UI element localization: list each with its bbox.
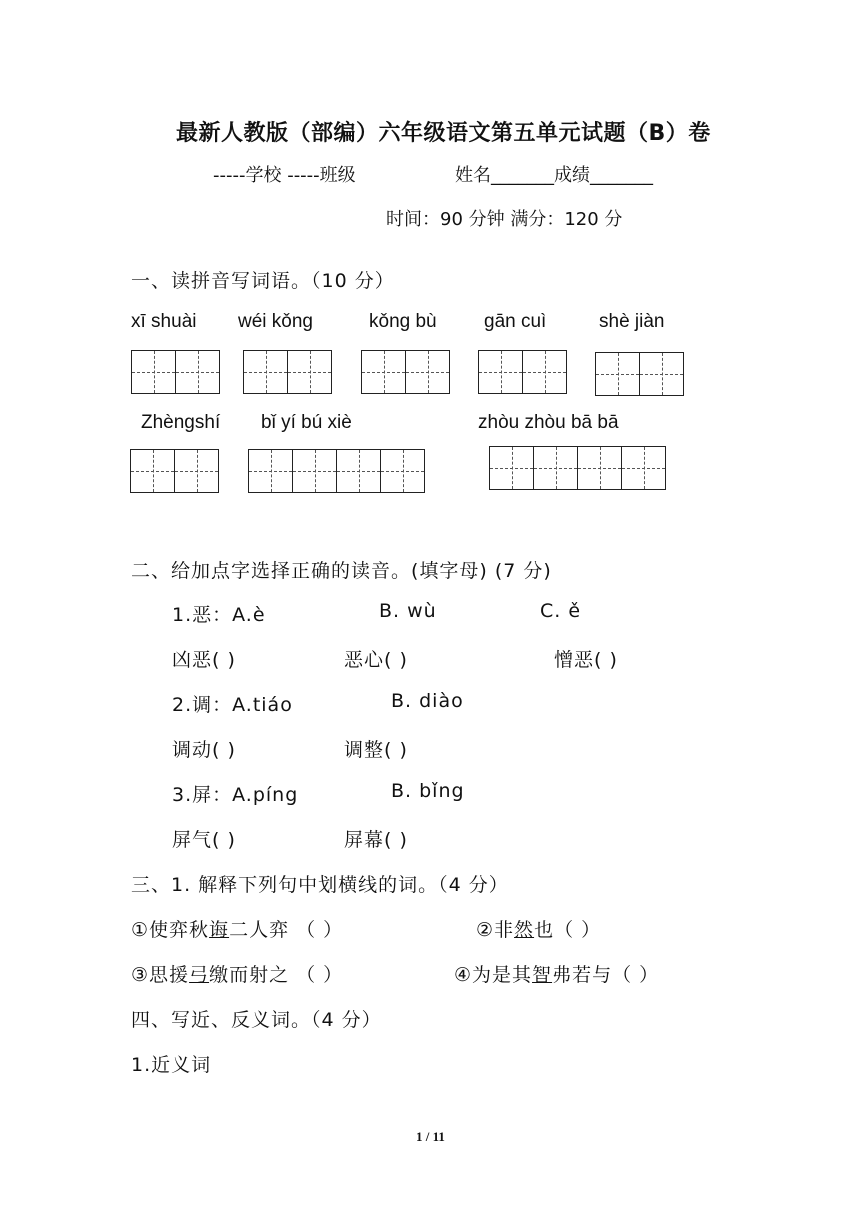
answer-grid-1[interactable] (131, 350, 220, 394)
pinyin-1: xī shuài (131, 311, 197, 332)
q1-head: 1.恶：A.è (172, 604, 266, 626)
page-number: 1 / 11 (416, 1129, 445, 1144)
q2-word-2[interactable]: 调整( ) (344, 739, 408, 761)
q1-word-3[interactable]: 憎恶( ) (554, 649, 618, 671)
section2-title: 二、给加点字选择正确的读音。(填字母) (7 分) (131, 560, 552, 582)
answer-grid-6[interactable] (130, 449, 219, 493)
pinyin-7: bǐ yí bú xiè (261, 412, 352, 433)
s3-item2-pre: ②非 (476, 919, 515, 941)
school-class-line: -----学校 -----班级 (213, 165, 356, 186)
name-score-line: 姓名_______成绩_______ (455, 165, 653, 186)
pinyin-6: Zhèngshí (141, 412, 221, 433)
q3-head: 3.屏：A.píng (172, 784, 299, 806)
q1-word-1[interactable]: 凶恶( ) (172, 649, 236, 671)
section4-title: 四、写近、反义词。（4 分） (131, 1009, 382, 1031)
q2-word-1[interactable]: 调动( ) (172, 739, 236, 761)
s3-item-2[interactable] (476, 915, 601, 942)
pinyin-5: shè jiàn (599, 311, 665, 332)
q3-word-1[interactable]: 屏气( ) (172, 829, 236, 851)
section3-title: 三、1. 解释下列句中划横线的词。（4 分） (131, 874, 509, 896)
section4-sub1: 1.近义词 (131, 1054, 212, 1076)
s3-item3-underlined: 弓 (189, 964, 210, 986)
answer-grid-4[interactable] (478, 350, 567, 394)
s3-item2-underlined: 然 (514, 919, 535, 941)
q1-option-c: C. ě (540, 600, 582, 622)
page-title: 最新人教版（部编）六年级语文第五单元试题（B）卷 (176, 121, 711, 146)
s3-item4-post: 弗若与（ ） (552, 964, 660, 986)
s3-item-1[interactable] (131, 915, 343, 942)
q2-option-b: B. diào (391, 690, 464, 712)
time-score-info: 时间：90 分钟 满分：120 分 (386, 209, 623, 230)
section1-title: 一、读拼音写词语。（10 分） (131, 270, 395, 292)
answer-grid-7[interactable] (248, 449, 425, 493)
q3-option-b: B. bǐng (391, 780, 465, 802)
pinyin-8: zhòu zhòu bā bā (478, 412, 619, 433)
s3-item1-pre: ①使弈秋 (131, 919, 210, 941)
q2-head: 2.调：A.tiáo (172, 694, 293, 716)
pinyin-4: gān cuì (484, 311, 547, 332)
answer-grid-3[interactable] (361, 350, 450, 394)
answer-grid-2[interactable] (243, 350, 332, 394)
s3-item3-post: 缴而射之 （ ） (209, 964, 344, 986)
pinyin-2: wéi kǒng (238, 311, 313, 332)
s3-item1-underlined: 诲 (209, 919, 230, 941)
s3-item-4[interactable] (454, 960, 659, 987)
answer-grid-5[interactable] (595, 352, 684, 396)
s3-item4-pre: ④为是其 (454, 964, 533, 986)
q1-word-2[interactable]: 恶心( ) (344, 649, 408, 671)
s3-item4-underlined: 智 (532, 964, 553, 986)
answer-grid-8[interactable] (489, 446, 666, 490)
s3-item3-pre: ③思援 (131, 964, 190, 986)
q3-word-2[interactable]: 屏幕( ) (344, 829, 408, 851)
q1-option-b: B. wù (379, 600, 437, 622)
pinyin-3: kǒng bù (369, 311, 437, 332)
s3-item-3[interactable] (131, 960, 343, 987)
s3-item1-post: 二人弈 （ ） (229, 919, 344, 941)
s3-item2-post: 也（ ） (534, 919, 602, 941)
